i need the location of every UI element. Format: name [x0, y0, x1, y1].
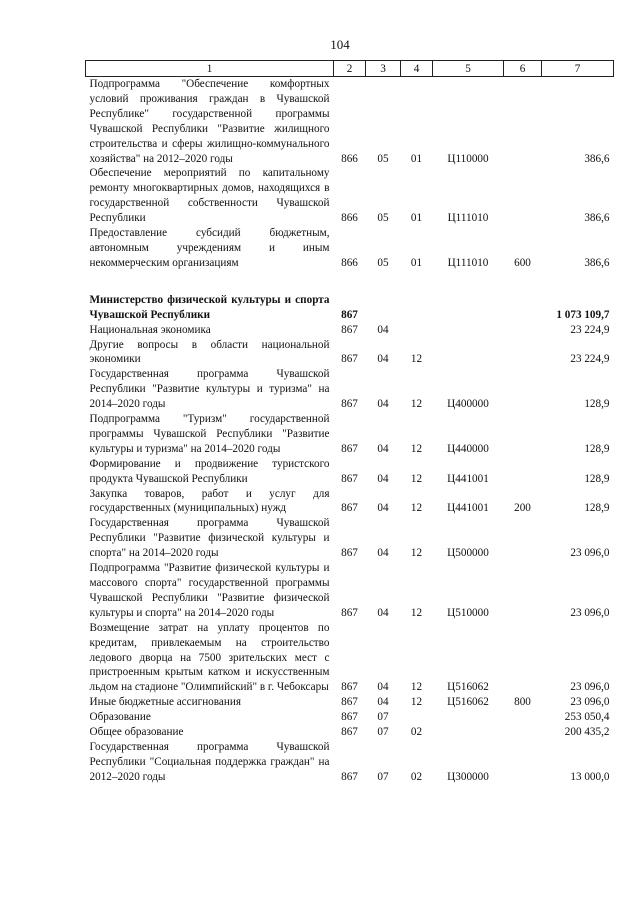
- row-code: [334, 271, 366, 293]
- row-amount: 386,6: [584, 256, 610, 269]
- row-name: Возмещение затрат на уплату процентов по кредитам, привлекаемым на строительство ледового дворца на 7500 зрительских мест с пристроенным крытым катком и искусственным льдом на стадионе "Олимпийский" в г. Чебоксары: [89, 621, 330, 694]
- row-section: 04: [377, 353, 389, 366]
- row-target-code: Ц300000: [447, 770, 489, 783]
- row-target-code: Ц516062: [447, 696, 489, 709]
- row-name: Подпрограмма "Туризм" государственной программы Чувашской Республики "Развитие культуры и туризма" на 2014–2020 годы: [89, 413, 330, 455]
- row-section: 05: [377, 212, 389, 225]
- row-name: Образование: [89, 711, 151, 724]
- table-row: [86, 621, 614, 696]
- row-section: 07: [377, 711, 389, 724]
- row-expense-type: [504, 367, 542, 412]
- row-expense-type: [504, 725, 542, 740]
- row-target-code: Ц510000: [447, 606, 489, 619]
- row-name: Общее образование: [89, 726, 184, 739]
- row-section: 07: [377, 726, 389, 739]
- table-row: [86, 516, 614, 561]
- row-section: [366, 293, 401, 323]
- row-target-code: Ц110000: [447, 152, 489, 165]
- row-subsection: 02: [410, 726, 423, 739]
- row-amount: 200 435,2: [564, 726, 610, 739]
- row-expense-type: [504, 293, 542, 323]
- row-name: Подпрограмма "Обеспечение комфортных условий проживания граждан в Чувашской Республике" государственной программы Чувашской Республики "Развитие жилищного строительства и сферы жилищно-коммунального хозяйства" на 2012–2020 годы: [89, 78, 330, 165]
- row-section: 04: [377, 323, 389, 336]
- row-section: [366, 271, 401, 293]
- table-row: [86, 487, 614, 517]
- row-section: 04: [377, 398, 389, 411]
- row-expense-type: [504, 710, 542, 725]
- row-target-code: [433, 293, 504, 323]
- header-row: [86, 61, 614, 77]
- table-row: [86, 367, 614, 412]
- table-row: [86, 710, 614, 725]
- row-expense-type: [504, 457, 542, 487]
- row-amount: 253 050,4: [564, 711, 610, 724]
- row-code: 867: [341, 770, 358, 783]
- row-subsection: 12: [410, 502, 423, 515]
- row-expense-type: [504, 271, 542, 293]
- row-subsection: 12: [410, 606, 423, 619]
- row-name: Формирование и продвижение туристского продукта Чувашской Республики: [89, 457, 330, 485]
- row-target-code: Ц400000: [447, 398, 489, 411]
- row-section: 04: [377, 502, 389, 515]
- table-row: [86, 293, 614, 323]
- row-code: 866: [341, 212, 358, 225]
- table-row: [86, 166, 614, 226]
- row-subsection: [401, 710, 433, 725]
- row-name: Закупка товаров, работ и услуг для государственных (муниципальных) нужд: [89, 487, 330, 515]
- row-code: 867: [341, 502, 358, 515]
- table-row: [86, 323, 614, 338]
- row-name: Подпрограмма "Развитие физической культуры и массового спорта" государственной программы Чувашской Республики "Развитие физической культуры и спорта" на 2014–2020 годы: [89, 562, 330, 619]
- row-target-code: Ц516062: [447, 681, 489, 694]
- row-section: 05: [377, 152, 389, 165]
- row-code: 866: [341, 256, 358, 269]
- table-row: [86, 77, 614, 167]
- page-number: 104: [330, 37, 350, 52]
- row-expense-type: [504, 166, 542, 226]
- row-subsection: 12: [410, 353, 423, 366]
- row-code: 867: [341, 681, 358, 694]
- row-code: 867: [341, 398, 358, 411]
- row-subsection: [401, 323, 433, 338]
- row-section: 04: [377, 472, 389, 485]
- row-subsection: [401, 271, 433, 293]
- row-section: 04: [377, 606, 389, 619]
- row-subsection: 12: [410, 442, 423, 455]
- row-amount: 23 224,9: [570, 353, 610, 366]
- row-expense-type: 200: [514, 502, 531, 515]
- row-target-code: [433, 725, 504, 740]
- row-subsection: 01: [410, 256, 423, 269]
- row-amount: 23 096,0: [570, 681, 610, 694]
- row-name: [86, 271, 334, 293]
- row-section: 05: [377, 256, 389, 269]
- row-target-code: [433, 338, 504, 368]
- row-section: 04: [377, 681, 389, 694]
- row-target-code: Ц111010: [447, 256, 489, 269]
- row-amount: 23 224,9: [570, 323, 610, 336]
- row-expense-type: 800: [514, 696, 531, 709]
- table-row: [86, 457, 614, 487]
- row-expense-type: [504, 621, 542, 696]
- row-target-code: [433, 271, 504, 293]
- row-section: 04: [377, 696, 389, 709]
- table-row: [86, 695, 614, 710]
- row-expense-type: [504, 323, 542, 338]
- table-row: [86, 725, 614, 740]
- row-expense-type: [504, 516, 542, 561]
- row-amount: 23 096,0: [570, 547, 610, 560]
- row-expense-type: [504, 740, 542, 785]
- row-subsection: 12: [410, 398, 423, 411]
- row-amount: 23 096,0: [570, 696, 610, 709]
- header-col-3: 3: [366, 61, 401, 77]
- row-subsection: 01: [410, 212, 423, 225]
- row-name: Министерство физической культуры и спорта Чувашской Республики: [89, 293, 330, 321]
- row-amount: 1 073 109,7: [556, 308, 610, 321]
- table-row: [86, 338, 614, 368]
- row-amount: 386,6: [584, 152, 610, 165]
- row-name: Государственная программа Чувашской Республики "Социальная поддержка граждан" на 2012–2020 годы: [89, 740, 330, 783]
- row-name: Обеспечение мероприятий по капитальному ремонту многоквартирных домов, находящихся в государственной собственности Чувашской Республики: [89, 167, 330, 225]
- table-row: [86, 740, 614, 785]
- row-amount: 128,9: [584, 398, 610, 411]
- row-amount: 128,9: [584, 502, 610, 515]
- row-name: Государственная программа Чувашской Республики "Развитие культуры и туризма" на 2014–2020 годы: [89, 368, 330, 411]
- header-col-2: 2: [334, 61, 366, 77]
- row-target-code: [433, 323, 504, 338]
- row-amount: 128,9: [584, 442, 610, 455]
- row-target-code: Ц440000: [447, 442, 489, 455]
- table-row: [86, 412, 614, 457]
- row-section: 04: [377, 547, 389, 560]
- row-target-code: Ц441001: [447, 472, 489, 485]
- row-amount: [542, 271, 614, 293]
- row-code: 866: [341, 152, 358, 165]
- row-subsection: [401, 293, 433, 323]
- header-col-7: 7: [542, 61, 614, 77]
- row-amount: 13 000,0: [570, 770, 610, 783]
- row-name: Национальная экономика: [89, 323, 211, 336]
- table-row: [86, 561, 614, 621]
- row-subsection: 02: [410, 770, 423, 783]
- row-name: Другие вопросы в области национальной экономики: [89, 338, 330, 366]
- row-expense-type: [504, 561, 542, 621]
- row-code: 867: [341, 547, 358, 560]
- row-subsection: 12: [410, 681, 423, 694]
- row-code: 867: [341, 606, 358, 619]
- row-amount: 23 096,0: [570, 606, 610, 619]
- row-code: 867: [341, 442, 358, 455]
- table-body: [86, 77, 614, 785]
- row-section: 07: [377, 770, 389, 783]
- row-code: 867: [341, 696, 358, 709]
- row-amount: 128,9: [584, 472, 610, 485]
- row-code: 867: [341, 711, 358, 724]
- row-subsection: 12: [410, 472, 423, 485]
- row-subsection: 01: [410, 152, 423, 165]
- row-target-code: Ц111010: [447, 212, 489, 225]
- row-subsection: 12: [410, 547, 423, 560]
- row-expense-type: [504, 77, 542, 167]
- row-target-code: Ц441001: [447, 502, 489, 515]
- row-code: 867: [341, 323, 358, 336]
- row-expense-type: [504, 338, 542, 368]
- row-target-code: Ц500000: [447, 547, 489, 560]
- row-code: 867: [341, 726, 358, 739]
- row-code: 867: [341, 472, 358, 485]
- row-expense-type: 600: [514, 256, 531, 269]
- row-code: 867: [341, 308, 358, 321]
- row-expense-type: [504, 412, 542, 457]
- row-section: 04: [377, 442, 389, 455]
- budget-table: [85, 60, 614, 785]
- header-col-5: 5: [433, 61, 504, 77]
- row-subsection: 12: [410, 696, 423, 709]
- row-name: Государственная программа Чувашской Республики "Развитие физической культуры и спорта" на 2014–2020 годы: [89, 517, 330, 560]
- table-row: [86, 226, 614, 271]
- row-name: Предоставление субсидий бюджетным, автономным учреждениям и иным некоммерческим организациям: [89, 227, 330, 269]
- header-col-4: 4: [401, 61, 433, 77]
- header-col-6: 6: [504, 61, 542, 77]
- row-amount: 386,6: [584, 212, 610, 225]
- row-code: 867: [341, 353, 358, 366]
- row-target-code: [433, 710, 504, 725]
- header-col-1: 1: [86, 61, 334, 77]
- table-row: [86, 271, 614, 293]
- row-name: Иные бюджетные ассигнования: [89, 696, 241, 709]
